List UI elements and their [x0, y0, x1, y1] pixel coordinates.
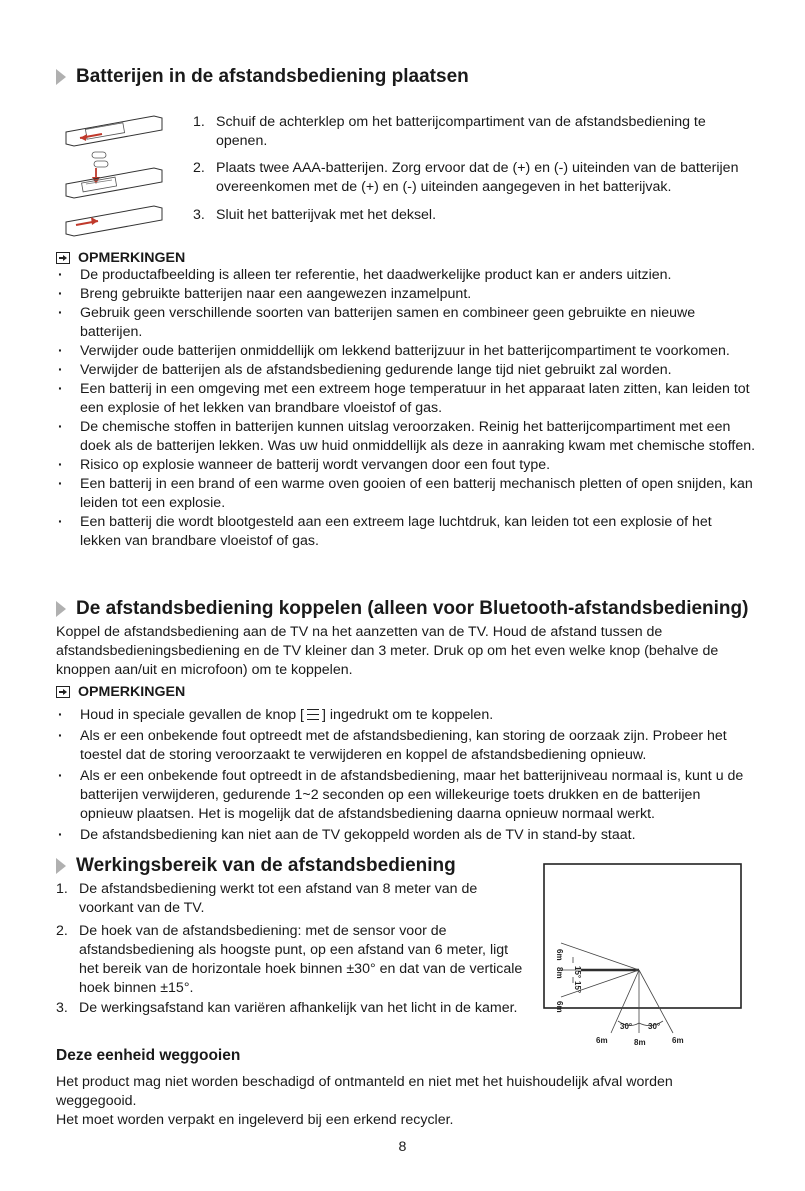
list-item: · De afstandsbediening kan niet aan de TV gekoppeld worden als de TV in stand-by staat. — [56, 826, 756, 845]
remote-range-diagram — [543, 863, 743, 1063]
vertical-mid-distance: 8m — [555, 967, 564, 979]
menu-button-icon — [307, 709, 319, 720]
vertical-angle-lines — [561, 943, 639, 997]
vertical-bottom-angle: 15° — [573, 981, 582, 994]
list-item: · Verwijder de batterijen als de afstandsbediening gedurende lange tijd niet gebruikt zal worden. — [56, 361, 756, 380]
list-item: · Een batterij in een omgeving met een extreem hoge temperatuur in het apparaat laten zitten, kan leiden tot een explosie of het lekken van brandbare vloeistof of gas. — [56, 380, 756, 418]
section-title: De afstandsbediening koppelen (alleen voor Bluetooth-afstandsbediening) — [76, 598, 749, 619]
list-item: · Breng gebruikte batterijen naar een aangewezen inzamelpunt. — [56, 285, 756, 304]
heading-triangle-icon — [56, 69, 66, 85]
note-arrow-icon — [56, 252, 70, 264]
horizontal-left-distance: 6m — [596, 1036, 608, 1045]
list-item: · De productafbeelding is alleen ter referentie, het daadwerkelijke product kan er anders uitzien. — [56, 266, 756, 285]
section-title: Batterijen in de afstandsbediening plaatsen — [76, 66, 469, 87]
heading-triangle-icon — [56, 858, 66, 874]
horizontal-right-angle: 30° — [648, 1022, 661, 1031]
list-item: · Een batterij die wordt blootgesteld aan een extreem lage luchtdruk, kan leiden tot een explosie of het lekken van brandbare vloeistof of gas. — [56, 513, 756, 551]
vertical-top-angle: 15° — [573, 966, 582, 979]
disposal-heading: Deze eenheid weggooien — [56, 1047, 241, 1064]
notes-heading: OPMERKINGEN — [56, 250, 185, 266]
page-number: 8 — [398, 1139, 407, 1155]
horizontal-right-distance: 6m — [672, 1036, 684, 1045]
horizontal-mid-distance: 8m — [634, 1038, 646, 1047]
pairing-intro: Koppel de afstandsbediening aan de TV na het aanzetten van de TV. Houd de afstand tussen de afstandsbedieningsbediening en de TV kleiner dan 3 meter. Druk op om het even welke knop (behalve de knoppen aan/uit en microfoon) om te koppelen. — [56, 624, 719, 678]
list-item: · Als er een onbekende fout optreedt met de afstandsbediening, kan storing de oorzaak zijn. Probeer het toestel dat de storing veroorzaakt te verwijderen en koppel de afstandsbediening opnieuw. — [56, 727, 756, 765]
remote-open-icon — [66, 116, 162, 146]
disposal-paragraph-2: Het moet worden verpakt en ingeleverd bij een erkend recycler. — [56, 1112, 454, 1128]
list-item: · Verwijder oude batterijen onmiddellijk om lekkend batterijzuur in het batterijcompartiment te voorkomen. — [56, 342, 756, 361]
section-heading-range — [56, 855, 456, 877]
disposal-paragraph-1: Het product mag niet worden beschadigd of ontmanteld en niet met het huishoudelijk afval worden weggegooid. — [56, 1074, 673, 1109]
remote-closed-icon — [66, 206, 162, 236]
vertical-bottom-distance: 6m — [555, 1001, 564, 1013]
horizontal-left-angle: 30° — [620, 1022, 633, 1031]
list-item: · Houd in speciale gevallen de knop [ ] ingedrukt om te koppelen. — [56, 706, 756, 725]
range-steps: 1. De afstandsbediening werkt tot een afstand van 8 meter van de voorkant van de TV. 2. De hoek van de afstandsbediening: met de sensor voor de afstandsbediening als hoogste punt, op een afstand van 6 meter, ligt het bereik van de horizontale hoek binnen ±30° en dat van de verticale hoek binnen ±15°. 3. De werkingsafstand kan variëren afhankelijk van het licht in de kamer. — [56, 881, 523, 1016]
list-item: · Risico op explosie wanneer de batterij wordt vervangen door een fout type. — [56, 456, 756, 475]
notes-heading: OPMERKINGEN — [56, 684, 185, 700]
vertical-top-distance: 6m — [555, 949, 564, 961]
list-item: · Een batterij in een brand of een warme oven gooien of een batterij mechanisch pletten of open snijden, kan leiden tot een explosie. — [56, 475, 756, 513]
pairing-notes-list — [56, 706, 756, 845]
remote-batteries-icon — [66, 168, 162, 198]
list-item: · De chemische stoffen in batterijen kunnen uitslag veroorzaken. Reinig het batterijcompartiment met een doek als de batterijen lekken. Was uw huid onmiddellijk als deze in aanraking kwam met chemische stoffen. — [56, 418, 756, 456]
battery-notes-list — [56, 266, 756, 551]
battery-steps: 1. Schuif de achterklep om het batterijcompartiment van de afstandsbediening te openen. 2. Plaats twee AAA-batterijen. Zorg ervoor dat de (+) en (-) uiteinden van de batterijen overeenkomen met de (+) en (-) uiteinden aangegeven in het batterijvak. 3. Sluit het batterijvak met het deksel. — [193, 114, 739, 223]
section-heading-pairing — [56, 598, 748, 620]
section-title: Werkingsbereik van de afstandsbediening — [76, 855, 456, 876]
section-heading-batteries — [56, 66, 469, 88]
heading-triangle-icon — [56, 601, 66, 617]
note-arrow-icon — [56, 686, 70, 698]
battery-insertion-illustration — [62, 108, 167, 243]
list-item: · Als er een onbekende fout optreedt in de afstandsbediening, maar het batterijniveau normaal is, kunt u de batterijen verwijderen, gedurende 1~2 seconden op een willekeurige toets drukken en de batterijen opnieuw plaatsen. Het is mogelijk dat de afstandsbediening daarna opnieuw normaal werkt. — [56, 767, 756, 824]
list-item: · Gebruik geen verschillende soorten van batterijen samen en combineer geen gebruikte en nieuwe batterijen. — [56, 304, 756, 342]
